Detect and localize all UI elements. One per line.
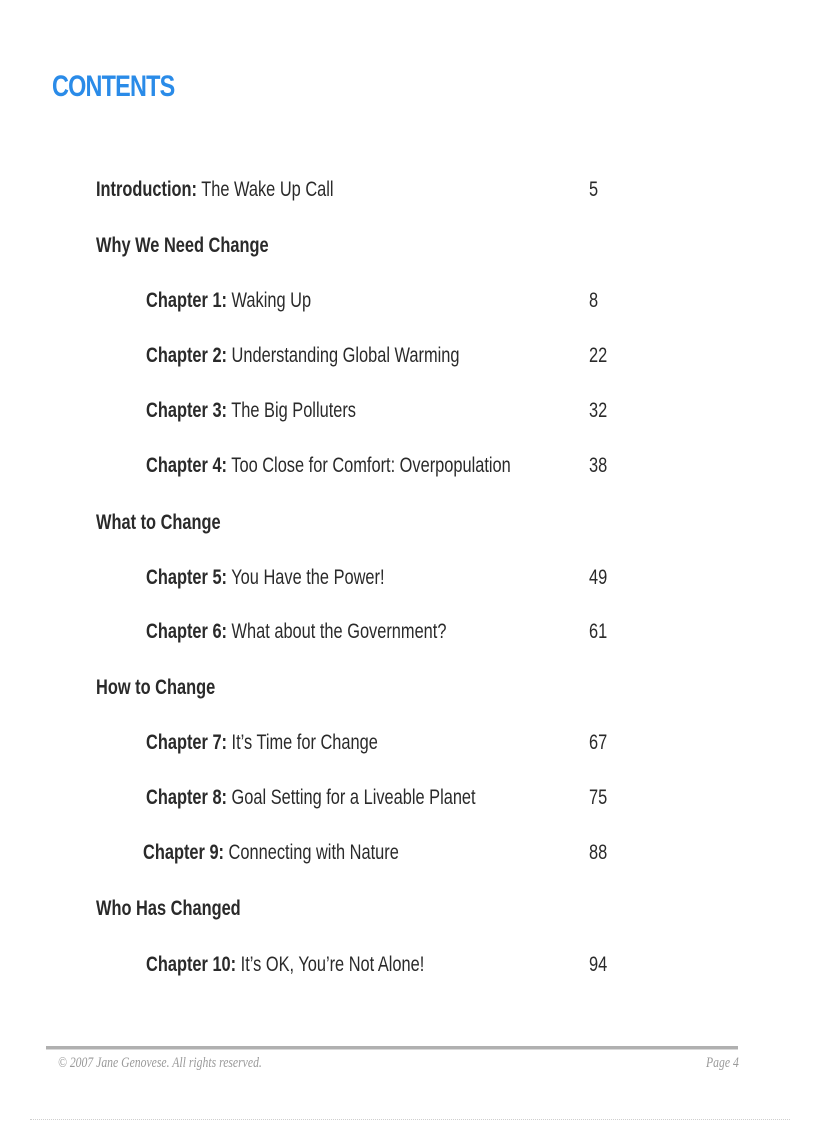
toc-entry-chapter-10[interactable] [146,950,503,980]
toc-page-number: 94 [589,953,608,976]
toc-page-number: 5 [589,178,599,201]
toc-entry-chapter-9[interactable] [143,838,471,868]
toc-entry-label: Chapter 6: [146,620,228,643]
toc-entry-text: Connecting with Nature [224,841,399,864]
toc-entry-text: It’s OK, You’re Not Alone! [236,953,425,976]
page-title: CONTENTS [52,70,175,103]
toc-entry-label: Chapter 4: [146,454,228,477]
toc-entry-text: The Big Polluters [227,399,357,422]
toc-entry-chapter-3[interactable] [146,396,415,426]
toc-entry-label: Chapter 2: [146,344,228,367]
toc-entry-text: Too Close for Comfort: Overpopulation [227,454,511,477]
footer-copyright: © 2007 Jane Genovese. All rights reserved. [58,1055,262,1071]
toc-entry-chapter-5[interactable] [146,563,452,593]
toc-section-why-we-need-change [96,231,317,261]
toc-entry-text: What about the Government? [227,620,447,643]
toc-entry-text: You Have the Power! [227,566,385,589]
footer-divider [46,1046,738,1050]
toc-page-number: 67 [589,731,608,754]
toc-entry-text: Understanding Global Warming [227,344,460,367]
toc-entry-text: Goal Setting for a Liveable Planet [227,786,476,809]
toc-page-number: 88 [589,841,608,864]
toc-entry-label: Introduction: [96,178,197,201]
toc-page-number: 8 [589,289,599,312]
toc-section-label: What to Change [96,511,221,534]
toc-page-number: 22 [589,344,608,367]
toc-entry-chapter-4[interactable] [146,451,614,481]
toc-page-number: 49 [589,566,608,589]
toc-entry-chapter-2[interactable] [146,341,548,371]
toc-entry-text: It’s Time for Change [227,731,378,754]
toc-entry-chapter-1[interactable] [146,286,358,316]
page-bottom-border [30,1119,790,1121]
toc-page-number: 38 [589,454,608,477]
toc-entry-label: Chapter 9: [143,841,225,864]
toc-entry-label: Chapter 5: [146,566,228,589]
footer-page-number: Page 4 [706,1055,739,1071]
toc-section-what-to-change [96,508,256,538]
toc-section-label: Why We Need Change [96,234,269,257]
toc-section-label: How to Change [96,676,216,699]
toc-entry-label: Chapter 1: [146,289,228,312]
toc-section-who-has-changed [96,894,282,924]
toc-section-label: Who Has Changed [96,897,241,920]
toc-entry-label: Chapter 7: [146,731,228,754]
toc-entry-chapter-8[interactable] [146,783,569,813]
toc-page-number: 61 [589,620,608,643]
toc-entry-label: Chapter 8: [146,786,228,809]
toc-page-number: 75 [589,786,608,809]
toc-section-how-to-change [96,673,249,703]
toc-entry-introduction[interactable] [96,175,401,205]
toc-page-number: 32 [589,399,608,422]
toc-entry-text: The Wake Up Call [196,178,334,201]
toc-entry-chapter-6[interactable] [146,617,531,647]
toc-entry-label: Chapter 10: [146,953,237,976]
toc-entry-text: Waking Up [227,289,312,312]
toc-entry-label: Chapter 3: [146,399,228,422]
toc-entry-chapter-7[interactable] [146,728,443,758]
